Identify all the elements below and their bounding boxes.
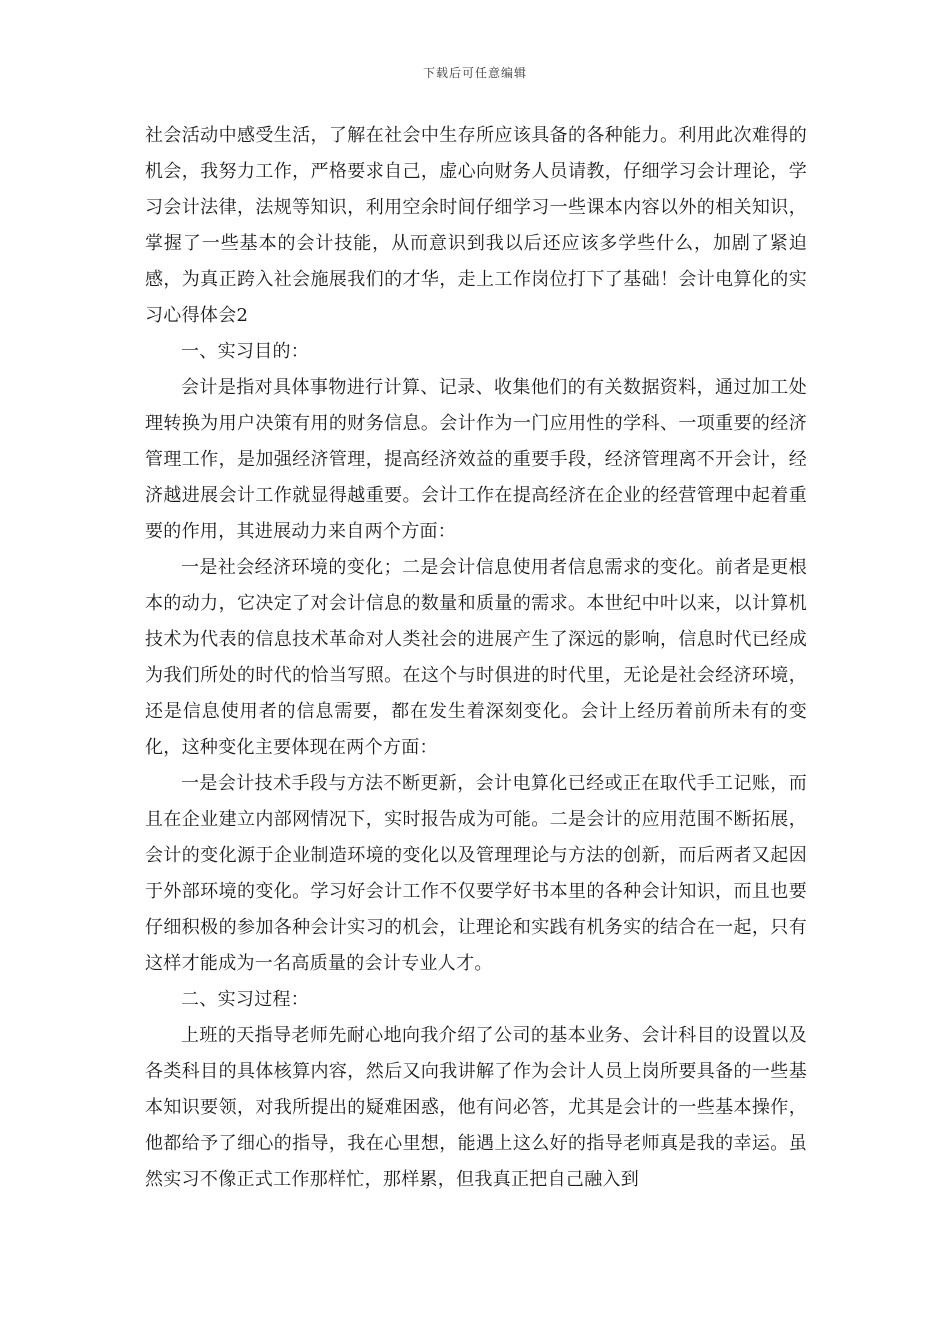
document-body [145,118,807,1198]
paragraph-continuation: 社会活动中感受生活，了解在社会中生存所应该具备的各种能力。利用此次难得的机会，我努力工作，严格要求自己，虚心向财务人员请教，仔细学习会计理论，学习会计法律，法规等知识，利用空余时间仔细学习一些课本内容以外的相关知识，掌握了一些基本的会计技能，从而意识到我以后还应该多学些什么，加剧了紧迫感，为真正跨入社会施展我们的才华，走上工作岗位打下了基础！会计电算化的实习心得体会2 [145,125,807,326]
page-header: 下载后可任意编辑 [422,66,527,80]
section-heading-purpose: 一、实习目的： [181,341,310,362]
paragraph: 会计是指对具体事物进行计算、记录、收集他们的有关数据资料，通过加工处理转换为用户决策有用的财务信息。会计作为一门应用性的学科、一项重要的经济管理工作，是加强经济管理，提高经济效益的重要手段，经济管理离不开会计，经济越进展会计工作就显得越重要。会计工作在提高经济在企业的经营管理中起着重要的作用，其进展动力来自两个方面： [145,377,807,542]
section-heading-process: 二、实习过程： [181,989,310,1010]
paragraph: 一是会计技术手段与方法不断更新，会计电算化已经或正在取代手工记账，而且在企业建立内部网情况下，实时报告成为可能。二是会计的应用范围不断拓展，会计的变化源于企业制造环境的变化以及管理理论与方法的创新，而后两者又起因于外部环境的变化。学习好会计工作不仅要学好书本里的各种会计知识，而且也要仔细积极的参加各种会计实习的机会，让理论和实践有机务实的结合在一起，只有这样才能成为一名高质量的会计专业人才。 [145,773,807,974]
paragraph: 一是社会经济环境的变化；二是会计信息使用者信息需求的变化。前者是更根本的动力，它决定了对会计信息的数量和质量的需求。本世纪中叶以来，以计算机技术为代表的信息技术革命对人类社会的进展产生了深远的影响，信息时代已经成为我们所处的时代的恰当写照。在这个与时俱进的时代里，无论是社会经济环境，还是信息使用者的信息需要，都在发生着深刻变化。会计上经历着前所未有的变化，这种变化主要体现在两个方面： [145,557,807,758]
paragraph: 上班的天指导老师先耐心地向我介绍了公司的基本业务、会计科目的设置以及各类科目的具体核算内容，然后又向我讲解了作为会计人员上岗所要具备的一些基本知识要领，对我所提出的疑难困惑，他有问必答，尤其是会计的一些基本操作，他都给予了细心的指导，我在心里想，能遇上这么好的指导老师真是我的幸运。虽然实习不像正式工作那样忙，那样累，但我真正把自己融入到 [145,1025,807,1190]
